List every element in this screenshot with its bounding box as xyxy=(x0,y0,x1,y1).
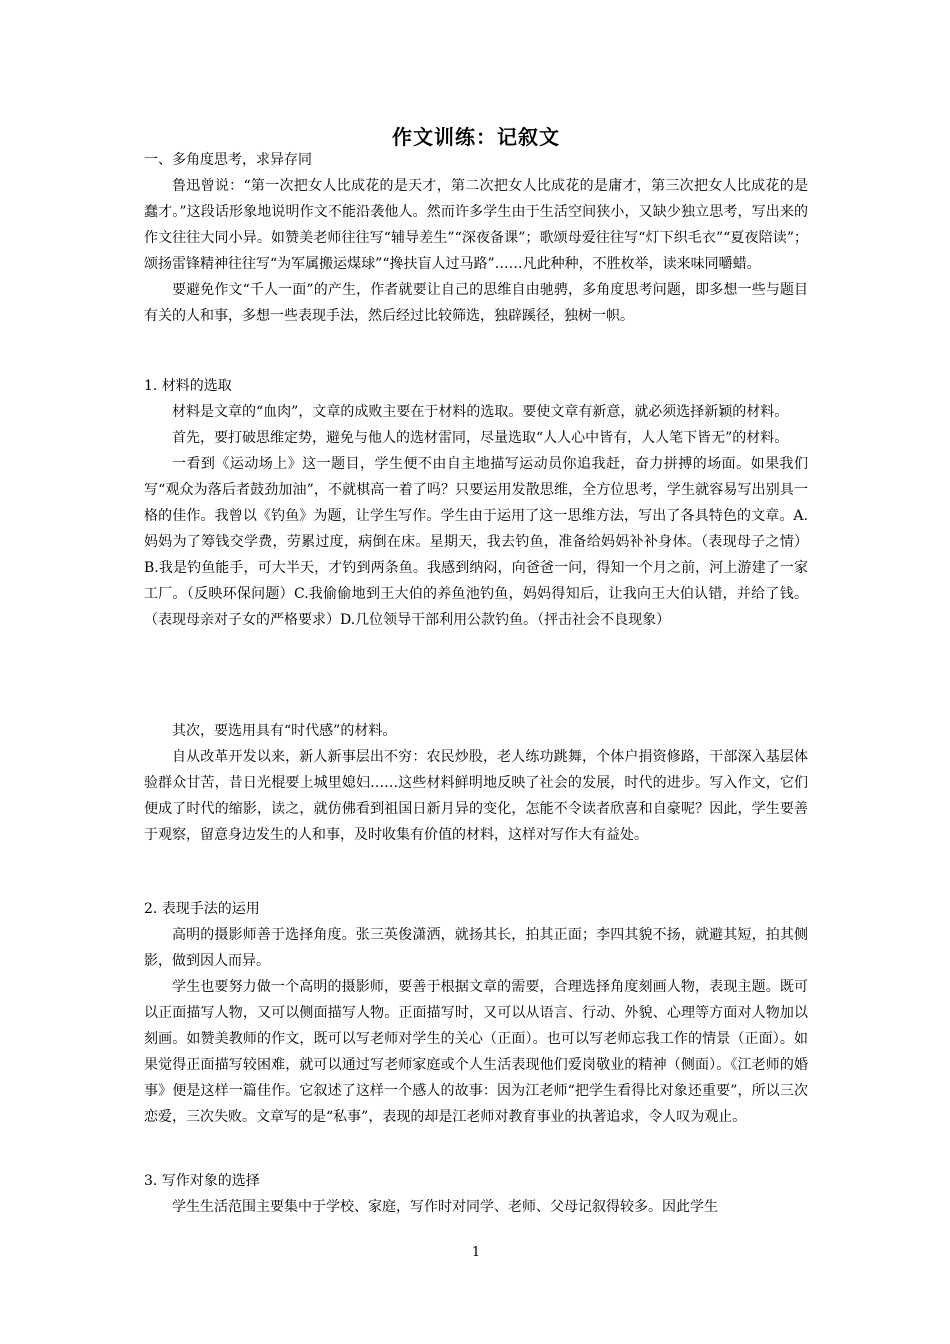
section-heading-multi-angle: 一、多角度思考，求异存同 xyxy=(144,152,312,168)
paragraph-angle-description: 学生也要努力做一个高明的摄影师，要善于根据文章的需要，合理选择角度刻画人物，表现主题。既可以正面描写人物，又可以侧面描写人物。正面描写时，又可以从语言、行动、外貌、心理等方面对人物加以刻画。如赞美教师的作文，既可以写老师对学生的关心（正面）。也可以写老师忘我工作的情景（正面）。如果觉得正面描写较困难，就可以通过写老师家庭或个人生活表现他们爱岗敬业的精神（侧面）。《江老师的婚事》便是这样一篇佳作。它叙述了这样一个感人的故事：因为江老师“把学生看得比对象还重要”，所以三次恋爱，三次失败。文章写的是“私事”，表现的却是江老师对教育事业的执著追求，令人叹为观止。 xyxy=(144,979,808,1125)
section-subjects xyxy=(144,1168,808,1220)
section-multi-angle xyxy=(144,147,808,329)
paragraph-luxun-quote: 鲁迅曾说：“第一次把女人比成花的是天才，第二次把女人比成花的是庸才，第三次把女人比成花的是蠢才。”这段话形象地说明作文不能沿袭他人。然而许多学生由于生活空间狭小，又缺少独立思考，写出来的作文往往大同小异。如赞美老师往往写“辅导差生”“深夜备课”；歌颂母爱往往写“灯下织毛衣”“夏夜陪读”；颂扬雷锋精神往往写“为军属搬运煤球”“搀扶盲人过马路”……凡此种种，不胜枚举，读来味同嚼蜡。 xyxy=(144,178,808,272)
paragraph-photographer: 高明的摄影师善于选择角度。张三英俊潇洒，就扬其长，拍其正面；李四其貌不扬，就避其短，拍其侧影，做到因人而异。 xyxy=(144,927,808,969)
page-number: 1 xyxy=(471,1245,481,1260)
section-techniques xyxy=(144,896,808,1130)
section-heading-materials: 1. 材料的选取 xyxy=(144,378,232,394)
paragraph-fishing-example: 一看到《运动场上》这一题目，学生便不由自主地描写运动员你追我赶，奋力拼搏的场面。如果我们写“观众为落后者鼓劲加油”，不就棋高一着了吗？只要运用发散思维，全方位思考，学生就容易写出别具一格的佳作。我曾以《钓鱼》为题，让学生写作。学生由于运用了这一思维方法，写出了各具特色的文章。A.妈妈为了筹钱交学费，劳累过度，病倒在床。星期天，我去钓鱼，准备给妈妈补补身体。（表现母子之情）B.我是钓鱼能手，可大半天，才钓到两条鱼。我感到纳闷，向爸爸一问，得知一个月之前，河上游建了一家工厂。（反映环保问题）C.我偷偷地到王大伯的养鱼池钓鱼，妈妈得知后，让我向王大伯认错，并给了钱。（表现母亲对子女的严格要求）D.几位领导干部利用公款钓鱼。（抨击社会不良现象） xyxy=(144,456,808,628)
paragraph-materials-intro: 材料是文章的“血肉”，文章的成败主要在于材料的选取。要使文章有新意，就必须选择新颖的材料。 xyxy=(172,404,789,420)
section-material-selection xyxy=(144,373,808,633)
paragraph-break-stereotypes: 首先，要打破思维定势，避免与他人的选材雷同，尽量选取“人人心中皆有，人人笔下皆无”的材料。 xyxy=(172,430,789,446)
paragraph-time-sense-intro: 其次，要选用具有“时代感”的材料。 xyxy=(172,723,397,739)
paragraph-student-life: 学生生活范围主要集中于学校、家庭，写作时对同学、老师、父母记叙得较多。因此学生 xyxy=(172,1199,718,1215)
section-heading-techniques: 2. 表现手法的运用 xyxy=(144,901,260,917)
document-title: 作文训练：记叙文 xyxy=(392,125,560,149)
section-heading-subjects: 3. 写作对象的选择 xyxy=(144,1173,260,1189)
section-time-sense xyxy=(144,718,808,848)
paragraph-avoid-uniformity: 要避免作文“千人一面”的产生，作者就要让自己的思维自由驰骋，多角度思考问题，即多想一些与题目有关的人和事，多想一些表现手法，然后经过比较筛选，独辟蹊径，独树一帜。 xyxy=(144,282,808,324)
paragraph-reform-examples: 自从改革开发以来，新人新事层出不穷：农民炒股，老人练功跳舞，个体户捐资修路，干部深入基层体验群众甘苦，昔日光棍要上城里媳妇……这些材料鲜明地反映了社会的发展，时代的进步。写入作文，它们便成了时代的缩影，读之，就仿佛看到祖国日新月异的变化，怎能不令读者欣喜和自豪呢？因此，学生要善于观察，留意身边发生的人和事，及时收集有价值的材料，这样对写作大有益处。 xyxy=(144,749,808,843)
